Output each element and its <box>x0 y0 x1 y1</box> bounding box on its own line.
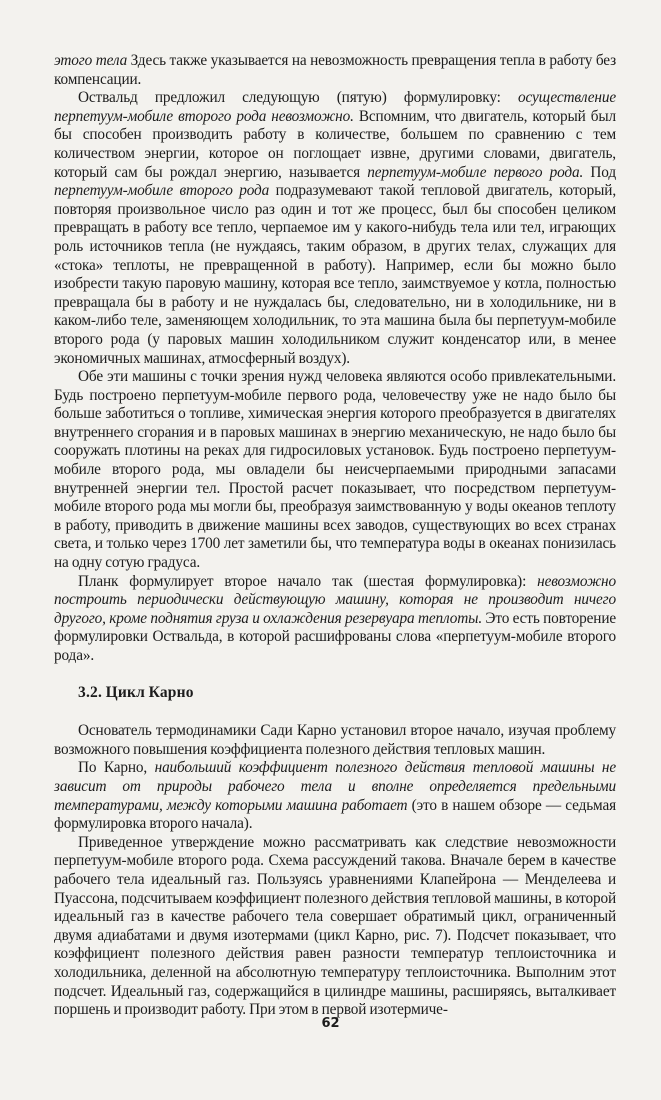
paragraph-carnot-derivation: Приведенное утверждение можно рассматривать как следствие невозможности перпетуум-мобиле второго рода. Схема рассуждений такова. Вначале берем в качестве рабочего тела идеальный газ. Пользуясь уравнениями Клапейрона — Менделеева и Пуассона, подсчитываем коэффициент полезного действия тепловой машины, в которой идеальный газ в качестве рабочего тела совершает обратимый цикл, ограниченный двумя адиабатами и двумя изотермами (цикл Карно, рис. 7). Подсчет показывает, что коэффициент полезного действия равен разности температур теплоисточника и холодильника, деленной на абсолютную температуру теплоисточника. Выполним этот подсчет. Идеальный газ, содержащийся в цилиндре машины, расширяясь, выталкивает поршень и производит работу. При этом в первой изотермиче- <box>54 833 616 1019</box>
paragraph-both-machines: Обе эти машины с точки зрения нужд человека являются особо привлекательными. Будь построено перпетуум-мобиле первого рода, человечеству уже не надо было бы больше заботиться о топливе, химическая энергия которого преобразуется в двигателях внутреннего сгорания и в паровых машинах в энергию механическую, не надо было бы сооружать плотины на реках для гидросиловых установок. Будь построено перпетуум-мобиле второго рода, мы овладели бы неисчерпаемыми природными запасами внутренней энергии тел. Простой расчет показывает, что посредством перпетуум-мобиле второго рода мы могли бы, преобразуя заимствованную у воды океанов теплоту в работу, приводить в движение машины всех заводов, существующих во всех странах света, и только через 1700 лет заметили бы, что температура воды в океанах понизилась на одну сотую градуса. <box>54 368 616 572</box>
text-run: Планк формулирует второе начало так (шестая формулировка): <box>78 572 538 590</box>
paragraph-ostwald <box>54 89 616 368</box>
italic-phrase: наибольший коэффициент полезного действия тепловой машины не зависит от природы рабочего тела и вполне определяется предельными температурами, между которыми машина работает <box>54 759 616 814</box>
italic-phrase: осуществление перпетуум-мобиле второго рода невозможно. <box>54 89 616 125</box>
section-heading: 3.2. Цикл Карно <box>78 683 194 701</box>
text-column <box>54 52 616 1020</box>
text-run: Оствальд предложил следующую (пятую) формулировку: <box>78 89 518 107</box>
paragraph-planck <box>54 573 616 666</box>
italic-phrase: этого тела <box>54 52 128 69</box>
paragraph-continuation <box>54 52 616 89</box>
italic-phrase: перпетуум-мобиле первого рода. <box>367 163 584 181</box>
text-run: Это есть повторение формулировки Оствальда, в которой расшифрованы слова «перпетуум-мобиле второго рода». <box>54 609 617 664</box>
text-run: Вспомним, что двигатель, который был бы способен производить работу в количестве, большем по сравнению с тем количеством энергии, которое он поглощает извне, другими словами, двигатель, который сам бы рождал энергию, называется <box>54 107 616 181</box>
text-run: (это в нашем обзоре — седьмая формулировка второго начала). <box>54 796 616 833</box>
paragraph-carnot-founder: Основатель термодинамики Сади Карно установил второе начало, изучая проблему возможного повышения коэффициента полезного действия тепловых машин. <box>54 722 616 758</box>
text-run: Под <box>583 163 616 181</box>
paragraph-carnot-statement <box>54 759 616 833</box>
text-run: подразумевают такой тепловой двигатель, который, повторяя произвольное число раз один и тот же процесс, был бы способен целиком превращать в работу все тепло, черпаемое им у какого-нибудь тела или тел, играющих роль источников тепла (не нуждаясь, таким образом, в других телах, служащих для «стока» теплоты, не превращенной в работу). Например, если бы можно было изобрести такую паровую машину, которая все тепло, заимствуемое у котла, полностью превращала бы в работу и не нуждалась бы, следовательно, ни в холодильнике, ни в каком-либо теле, заменяющем холодильник, то эта машина была бы перпетуум-мобиле второго рода (у паровых машин холодильником служит конденсатор или, в менее экономичных машинах, атмосферный воздух). <box>54 182 616 367</box>
text-run: По Карно, <box>78 759 155 777</box>
italic-phrase: невозможно построить периодически действующую машину, которая не производит ничего другого, кроме поднятия груза и охлаждения резервуара теплоты. <box>54 572 616 627</box>
italic-phrase: перпетуум-мобиле второго рода <box>54 182 270 200</box>
page-number: 62 <box>321 1016 340 1031</box>
text-run: Здесь также указывается на невозможность превращения тепла в работу без компенсации. <box>54 52 616 88</box>
